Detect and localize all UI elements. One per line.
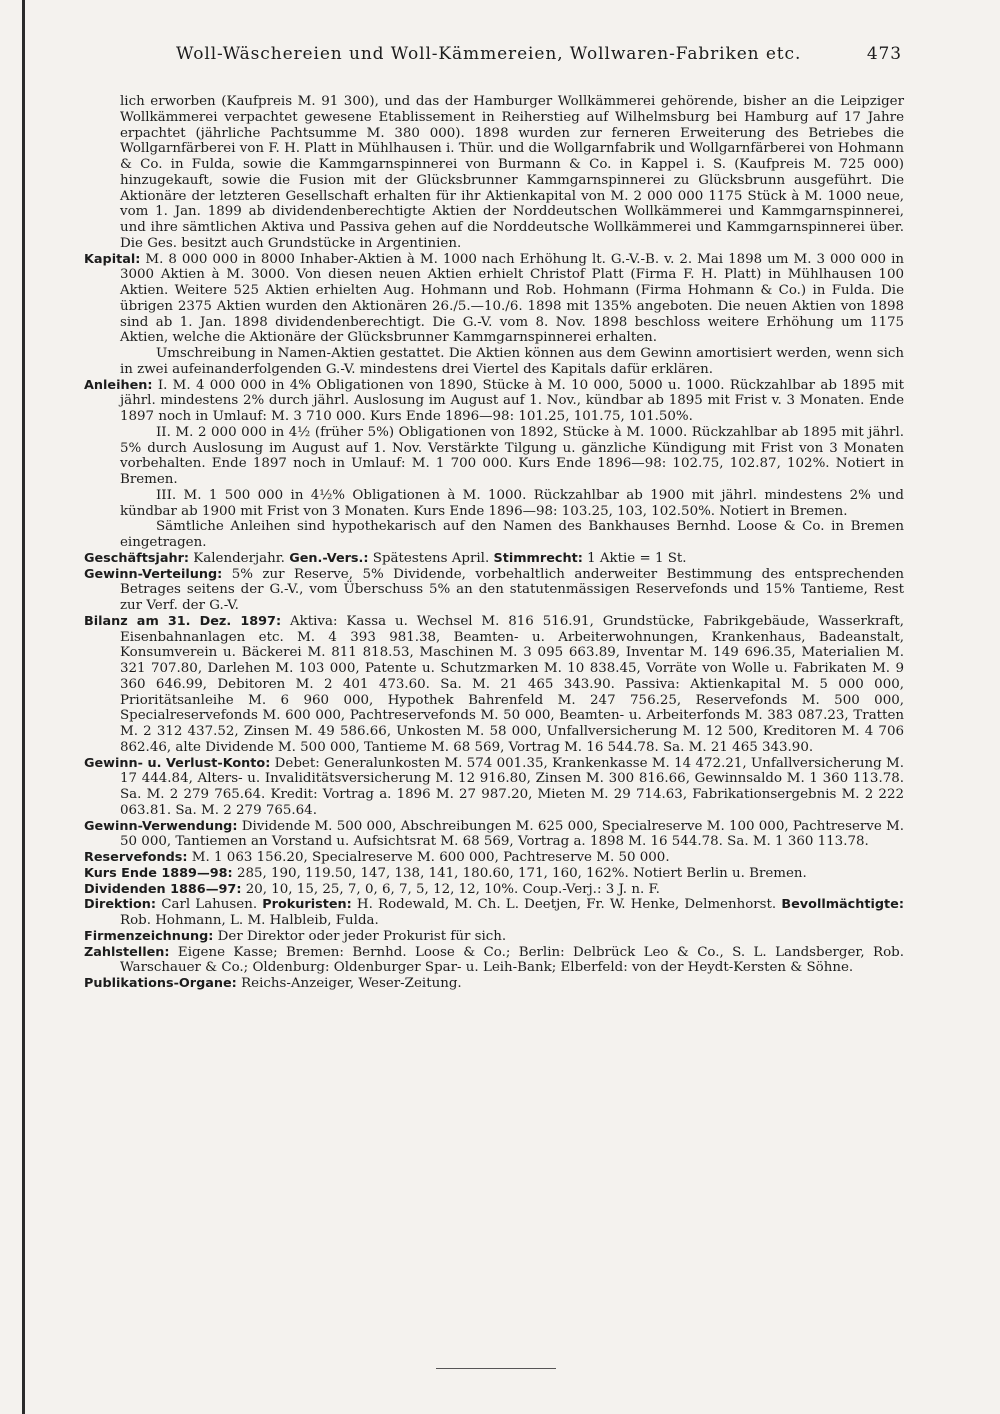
geschaeftsjahr-label: Geschäftsjahr:	[84, 550, 189, 566]
geschaeftsjahr-text: Kalenderjahr.	[193, 550, 285, 566]
scan-edge-line	[22, 0, 25, 1414]
prokuristen-text: H. Rodewald, M. Ch. L. Deetjen, Fr. W. Henke, Delmenhorst.	[356, 897, 777, 913]
publikation-label: Publikations-Organe:	[84, 976, 237, 991]
bevollmaechtigte-label: Bevollmächtigte:	[781, 897, 904, 913]
gewinn-konto-section	[84, 756, 904, 819]
closing-rule	[436, 1368, 556, 1369]
bilanz-text: Aktiva: Kassa u. Wechsel M. 816 516.91, Grundstücke, Fabrikgebäude, Wasserkraft, Eisenbahnanlagen etc. M. 4 393 981.38, Beamten- u. Arbeiterwohnungen, Krankenhaus, Badeanstalt, Konsumverein u. Bäckerei M. 811 818.53, Maschinen M. 3 095 663.89, Inventar M. 149 696.35, Materialien M. 321 707.80, Darlehen M. 103 000, Patente u. Schutzmarken M. 10 838.45, Vorräte von Wolle u. Fabrikaten M. 9 360 646.99, Debitoren M. 2 401 473.60. Sa. M. 21 465 343.90. Passiva: Aktienkapital M. 5 000 000, Prioritätsanleihe M. 6 960 000, Hypothek Bahrenfeld M. 247 756.25, Reservefonds M. 500 000, Specialreservefonds M. 600 000, Pachtreservefonds M. 50 000, Beamten- u. Arbeiterfonds M. 383 087.23, Tratten M. 2 312 437.52, Zinsen M. 49 586.66, Unkosten M. 58 000, Unfallversicherung M. 12 500, Kreditoren M. 4 706 862.46, alte Dividende M. 500 000, Tantieme M. 68 569, Vortrag M. 16 544.78. Sa. M. 21 465 343.90.	[120, 613, 904, 755]
bevollmaechtigte-text: Rob. Hohmann, L. M. Halbleib, Fulda.	[120, 913, 379, 928]
kapital-paragraph-2: Umschreibung in Namen-Aktien gestattet. Die Aktien können aus dem Gewinn amortisiert werden, wenn sich in zwei aufeinanderfolgenden G.-V. mindestens drei Viertel des Kapitals dafür erklären.	[120, 346, 904, 377]
bilanz-label: Bilanz am 31. Dez. 1897:	[84, 613, 282, 629]
dividenden-text: 20, 10, 15, 25, 7, 0, 6, 7, 5, 12, 12, 10%. Coup.-Verj.: 3 J. n. F.	[245, 881, 660, 897]
firmenzeichnung-label: Firmenzeichnung:	[84, 928, 214, 944]
bilanz-section	[84, 614, 904, 756]
publikation-text: Reichs-Anzeiger, Weser-Zeitung.	[241, 976, 462, 991]
direktion-section	[84, 897, 904, 929]
kapital-section	[84, 252, 904, 347]
firmenzeichnung-text: Der Direktor oder jeder Prokurist für sich.	[217, 928, 507, 944]
kapital-text: M. 8 000 000 in 8000 Inhaber-Aktien à M. 1000 nach Erhöhung lt. G.-V.-B. v. 2. Mai 1898 um M. 3 000 000 in 3000 Aktien à M. 3000. Von diesen neuen Aktien erhielt Christof Platt (Firma F. H. Platt) in Mühlhausen 100 Aktien. Weitere 525 Aktien erhielten Aug. Hohmann und Rob. Hohmann (Firma Hohmann & Co.) in Fulda. Die übrigen 2375 Aktien wurden den Aktionären 26./5.—10./6. 1898 mit 135% angeboten. Die neuen Aktien von 1898 sind ab 1. Jan. 1898 dividendenberechtigt. Die G.-V. vom 8. Nov. 1898 beschloss weitere Erhöhung um 1175 Aktien, welche die Aktionäre der Glücksbrunner Kammgarnspinnerei erhalten.	[120, 251, 904, 346]
page-content	[84, 94, 904, 992]
stimmrecht-label: Stimmrecht:	[493, 550, 583, 566]
anleihen-text-1: I. M. 4 000 000 in 4% Obligationen von 1890, Stücke à M. 10 000, 5000 u. 1000. Rückzahlbar ab 1895 mit jährl. mindestens 2% durch jährl. Auslosung im August auf 1. Nov., kündbar ab 1895 mit Frist v. 3 Monaten. Ende 1897 noch in Umlauf: M. 3 710 000. Kurs Ende 1896—98: 101.25, 101.75, 101.50%.	[120, 377, 904, 424]
stimmrecht-text: 1 Aktie = 1 St.	[587, 550, 687, 566]
direktion-label: Direktion:	[84, 897, 157, 913]
anleihen-label: Anleihen:	[84, 377, 153, 393]
zahlstellen-text: Eigene Kasse; Bremen: Bernhd. Loose & Co.; Berlin: Delbrück Leo & Co., S. L. Landsberger, Rob. Warschauer & Co.; Oldenburg: Oldenburger Spar- u. Leih-Bank; Elberfeld: von der Heydt-Kersten & Söhne.	[120, 944, 904, 976]
gewinn-verwendung-text: Dividende M. 500 000, Abschreibungen M. 625 000, Specialreserve M. 100 000, Pachtreserve M. 50 000, Tantiemen an Vorstand u. Aufsichtsrat M. 68 569, Vortrag a. 1898 M. 16 544.78. Sa. M. 1 360 113.78.	[120, 818, 904, 850]
prokuristen-label: Prokuristen:	[262, 897, 352, 913]
page-header	[118, 44, 902, 72]
gewinn-konto-label: Gewinn- u. Verlust-Konto:	[84, 755, 271, 771]
gewinn-verteilung-label: Gewinn-Verteilung:	[84, 566, 223, 582]
page-number: 473	[866, 44, 902, 64]
dividenden-label: Dividenden 1886—97:	[84, 881, 242, 897]
publikation-section	[84, 976, 904, 992]
reservefonds-text: M. 1 063 156.20, Specialreserve M. 600 000, Pachtreserve M. 50 000.	[191, 850, 670, 865]
gewinn-verwendung-label: Gewinn-Verwendung:	[84, 818, 238, 834]
running-title: Woll-Wäschereien und Woll-Kämmereien, Wollwaren-Fabriken etc.	[176, 44, 802, 64]
intro-paragraph: lich erworben (Kaufpreis M. 91 300), und das der Hamburger Wollkämmerei gehörende, bisher an die Leipziger Wollkämmerei verpachtet gewesene Etablissement in Reiherstieg auf Wilhelmsburg bei Hamburg auf 17 Jahre erpachtet (jährliche Pachtsumme M. 380 000). 1898 wurden zur ferneren Erweiterung des Betriebes die Wollgarnfärberei von F. H. Platt in Mühlhausen i. Thür. und die Wollgarnfabrik und Wollgarnfärberei von Hohmann & Co. in Fulda, sowie die Kammgarnspinnerei von Burmann & Co. in Kappel i. S. (Kaufpreis M. 725 000) hinzugekauft, sowie die Fusion mit der Glücksbrunner Kammgarnspinnerei zu Glücksbrunn ausgeführt. Die Aktionäre der letzteren Gesellschaft erhalten für ihr Aktienkapital von M. 2 000 000 1175 Stück à M. 1000 neue, vom 1. Jan. 1899 ab dividendenberechtigte Aktien der Norddeutschen Wollkämmerei und Kammgarnspinnerei, und ihre sämtlichen Aktiva und Passiva gehen auf die Norddeutsche Wollkämmerei und Kammgarnspinnerei über. Die Ges. besitzt auch Grundstücke in Argentinien.	[120, 94, 904, 251]
kurs-label: Kurs Ende 1889—98:	[84, 865, 233, 881]
zahlstellen-label: Zahlstellen:	[84, 944, 170, 960]
gewinn-verteilung-text: 5% zur Reserve, 5% Dividende, vorbehaltlich anderweiter Bestimmung des entsprechenden Betrages seitens der G.-V., vom Überschuss 5% an den statutenmässigen Reservefonds und 15% Tantieme, Rest zur Verf. der G.-V.	[120, 566, 904, 613]
reservefonds-section	[84, 850, 904, 866]
firmenzeichnung-section	[84, 929, 904, 945]
anleihen-paragraph-3: III. M. 1 500 000 in 4½% Obligationen à M. 1000. Rückzahlbar ab 1900 mit jährl. mindestens 2% und kündbar ab 1900 mit Frist von 3 Monaten. Kurs Ende 1896—98: 103.25, 103, 102.50%. Notiert in Bremen.	[120, 487, 904, 519]
direktion-text: Carl Lahusen.	[161, 897, 258, 913]
kurs-text: 285, 190, 119.50, 147, 138, 141, 180.60, 171, 160, 162%. Notiert Berlin u. Bremen.	[236, 865, 807, 881]
gewinn-verteilung-section	[84, 567, 904, 614]
gen-vers-text: Spätestens April.	[372, 550, 490, 566]
anleihen-paragraph-4: Sämtliche Anleihen sind hypothekarisch auf den Namen des Bankhauses Bernhd. Loose & Co. in Bremen eingetragen.	[120, 519, 904, 550]
geschaeftsjahr-section	[84, 551, 904, 567]
gen-vers-label: Gen.-Vers.:	[289, 550, 369, 566]
anleihen-paragraph-2: II. M. 2 000 000 in 4½ (früher 5%) Obligationen von 1892, Stücke à M. 1000. Rückzahlbar ab 1895 mit jährl. 5% durch Auslosung im August auf 1. Nov. Verstärkte Tilgung u. gänzliche Kündigung mit Frist von 3 Monaten vorbehalten. Ende 1897 noch in Umlauf: M. 1 700 000. Kurs Ende 1896—98: 102.75, 102.87, 102%. Notiert in Bremen.	[120, 424, 904, 487]
kapital-label: Kapital:	[84, 251, 141, 267]
gewinn-verwendung-section	[84, 819, 904, 851]
gewinn-konto-text: Debet: Generalunkosten M. 574 001.35, Krankenkasse M. 14 472.21, Unfallversicherung M. 17 444.84, Alters- u. Invaliditätsversicherung M. 12 916.80, Zinsen M. 300 816.66, Gewinnsaldo M. 1 360 113.78. Sa. M. 2 279 765.64. Kredit: Vortrag a. 1896 M. 27 987.20, Mieten M. 29 714.63, Fabrikationsergebnis M. 2 222 063.81. Sa. M. 2 279 765.64.	[120, 755, 904, 818]
dividenden-section	[84, 882, 904, 898]
reservefonds-label: Reservefonds:	[84, 850, 188, 865]
zahlstellen-section	[84, 945, 904, 977]
kurs-section	[84, 866, 904, 882]
anleihen-section	[84, 378, 904, 425]
